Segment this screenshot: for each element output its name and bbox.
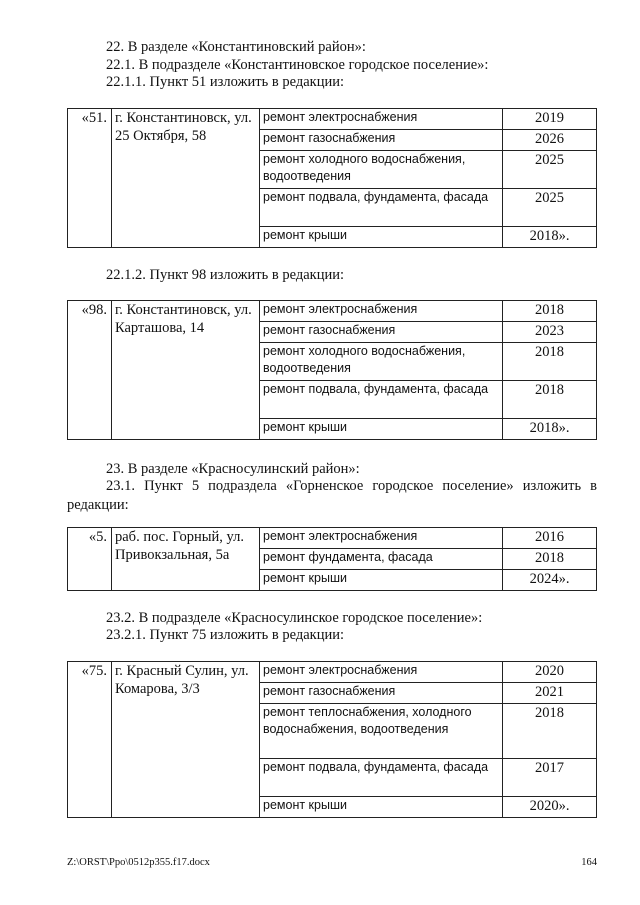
work-year: 2026 [503,130,597,151]
item-address: г. Константиновск, ул. 25 Октября, 58 [112,109,260,248]
item-number: «51. [68,109,112,248]
work-year: 2018 [503,301,597,322]
item-number: «5. [68,528,112,591]
work-type: ремонт холодного водоснабжения, водоотведения [260,343,503,381]
work-type: ремонт электроснабжения [260,528,503,549]
table-item-98 [67,300,597,440]
work-year: 2016 [503,528,597,549]
table-item-5 [67,527,597,591]
work-year: 2023 [503,322,597,343]
paragraph-23-1: 23.1. Пункт 5 подраздела «Горненское городское поселение» изложить в редакции: [67,478,597,513]
footer-page-number: 164 [581,857,597,868]
table-row [68,301,597,322]
work-year: 2020 [503,662,597,683]
paragraph-23-2: 23.2. В подразделе «Красносулинское городское поселение»: [106,610,483,626]
work-year: 2025 [503,151,597,189]
work-type: ремонт фундамента, фасада [260,549,503,570]
paragraph-22: 22. В разделе «Константиновский район»: [106,39,366,55]
work-year: 2018 [503,549,597,570]
work-type: ремонт теплоснабжения, холодного водоснабжения, водоотведения [260,704,503,759]
paragraph-22-1-2: 22.1.2. Пункт 98 изложить в редакции: [106,267,345,283]
work-type: ремонт газоснабжения [260,130,503,151]
table-row [68,528,597,549]
item-number: «98. [68,301,112,440]
work-year: 2018». [503,227,597,248]
work-year: 2019 [503,109,597,130]
work-type: ремонт подвала, фундамента, фасада [260,381,503,419]
work-type: ремонт крыши [260,570,503,591]
work-year: 2025 [503,189,597,227]
work-type: ремонт подвала, фундамента, фасада [260,759,503,797]
table-row [68,662,597,683]
paragraph-23-2-1: 23.2.1. Пункт 75 изложить в редакции: [106,627,345,643]
work-type: ремонт газоснабжения [260,322,503,343]
table-item-51 [67,108,597,248]
footer-file-path: Z:\ORST\Ppo\0512p355.f17.docx [67,857,210,868]
work-type: ремонт электроснабжения [260,662,503,683]
work-type: ремонт крыши [260,797,503,818]
work-type: ремонт крыши [260,419,503,440]
work-year: 2024». [503,570,597,591]
work-year: 2018 [503,704,597,759]
item-number: «75. [68,662,112,818]
work-year: 2018 [503,343,597,381]
work-type: ремонт электроснабжения [260,301,503,322]
item-address: г. Красный Сулин, ул. Комарова, 3/3 [112,662,260,818]
work-type: ремонт газоснабжения [260,683,503,704]
work-year: 2020». [503,797,597,818]
paragraph-23: 23. В разделе «Красносулинский район»: [106,461,360,477]
work-year: 2018 [503,381,597,419]
work-year: 2021 [503,683,597,704]
work-type: ремонт подвала, фундамента, фасада [260,189,503,227]
table-row [68,109,597,130]
table-item-75 [67,661,597,818]
work-type: ремонт крыши [260,227,503,248]
work-year: 2017 [503,759,597,797]
work-type: ремонт электроснабжения [260,109,503,130]
work-year: 2018». [503,419,597,440]
work-type: ремонт холодного водоснабжения, водоотведения [260,151,503,189]
item-address: раб. пос. Горный, ул. Привокзальная, 5а [112,528,260,591]
item-address: г. Константиновск, ул. Карташова, 14 [112,301,260,440]
paragraph-22-1-1: 22.1.1. Пункт 51 изложить в редакции: [106,74,345,90]
paragraph-22-1: 22.1. В подразделе «Константиновское городское поселение»: [106,57,489,73]
